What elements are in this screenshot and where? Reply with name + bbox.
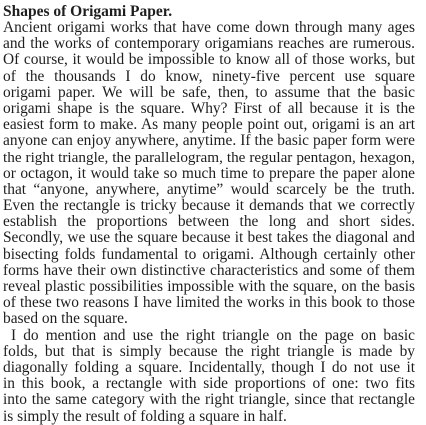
text-line: diagonally folding a square. Incidentally, though I do not use it [3, 358, 415, 376]
text-line: into the same category with the right triangle, since that rectangle [3, 391, 415, 409]
text-line: establish the proportions between the long and short sides. [3, 213, 415, 231]
paragraph-1 [3, 20, 415, 328]
text-line: easiest form to make. As many people point out, origami is an art [3, 116, 415, 134]
text-line: Ancient origami works that have come down through many ages [3, 19, 415, 36]
text-line: Of course, it would be impossible to know all of those works, but [3, 51, 415, 69]
text-line: origami paper. We will be safe, then, to assume that the basic [3, 83, 415, 101]
text-line: and the works of contemporary origamians reaches are rumerous. [3, 35, 415, 53]
text-line: forms have their own distinctive characteristics and some of them [3, 261, 415, 279]
text-line: or octagon, it would take so much time to prepare the paper alone [3, 164, 415, 182]
text-line: in this book, a rectangle with side proportions of one: two fits [3, 375, 415, 393]
text-line: of the thousands I do know, ninety-five percent use square [3, 67, 415, 85]
paragraph-2 [3, 328, 415, 425]
text-line: origami shape is the square. Why? First of all because it is the [3, 99, 415, 117]
text-line: folds, but that is simply because the right triangle is made by [3, 342, 415, 360]
text-line: that “anyone, anywhere, anytime” would scarcely be the truth. [3, 180, 415, 198]
text-line: of these two reasons I have limited the works in this book to those [3, 294, 415, 312]
text-line: the right triangle, the parallelogram, the regular pentagon, hexagon, [3, 148, 415, 166]
text-line: Even the rectangle is tricky because it demands that we correctly [3, 197, 415, 215]
text-line: based on the square. [3, 310, 128, 328]
section-heading: Shapes of Origami Paper. [3, 3, 173, 20]
document-page [3, 3, 415, 425]
text-line: is simply the result of folding a square in half. [3, 407, 287, 425]
text-line: anyone can enjoy anywhere, anytime. If the basic paper form were [3, 132, 415, 150]
text-line: I do mention and use the right triangle on the page on basic [11, 326, 415, 344]
text-line: bisecting folds fundamental to origami. Although certainly other [3, 245, 415, 263]
text-line: reveal plastic possibilities impossible with the square, on the basis [3, 278, 415, 295]
text-line: Secondly, we use the square because it best takes the diagonal and [3, 229, 415, 247]
